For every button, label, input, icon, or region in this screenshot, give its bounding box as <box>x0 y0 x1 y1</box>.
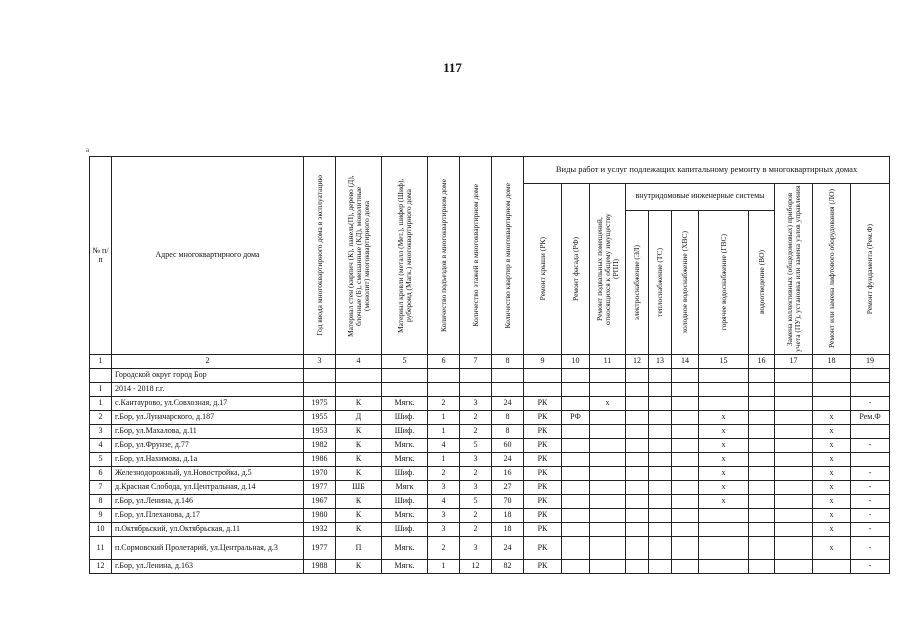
roof-cell: Мягк. <box>382 509 428 523</box>
facade-repair-cell <box>562 467 590 481</box>
entrances-cell: 4 <box>428 495 460 509</box>
year-cell: 1986 <box>304 453 336 467</box>
column-number: 5 <box>382 355 428 369</box>
cold-water-cell <box>672 425 699 439</box>
district-row <box>90 369 890 383</box>
electric-cell <box>626 453 649 467</box>
apartments-cell: 70 <box>492 495 524 509</box>
basement-repair-cell: х <box>590 397 626 411</box>
roof-repair-cell: РК <box>524 523 562 537</box>
header-address: Адрес многоквартирного дома <box>112 157 304 355</box>
roof-repair-cell: РК <box>524 411 562 425</box>
facade-repair-cell <box>562 495 590 509</box>
facade-repair-cell <box>562 537 590 560</box>
facade-repair-cell <box>562 523 590 537</box>
sewer-cell <box>749 453 775 467</box>
row-number: 5 <box>90 453 112 467</box>
address-cell: г.Бор, ул.Ленина, д.146 <box>112 495 304 509</box>
foundation-cell: - <box>851 509 890 523</box>
floors-cell: 2 <box>460 425 492 439</box>
cold-water-cell <box>672 481 699 495</box>
meters-cell <box>775 481 813 495</box>
electric-cell <box>626 425 649 439</box>
heating-cell <box>649 425 672 439</box>
cold-water-cell <box>672 453 699 467</box>
header-roof-material: Материал кровли (металл (Мет.), шифер (Шиф), рубероид (Магк.) многоквартирного дома <box>382 157 428 355</box>
basement-repair-cell <box>590 425 626 439</box>
hot-water-cell <box>699 397 749 411</box>
column-number: 18 <box>813 355 851 369</box>
wall-cell: К <box>336 495 382 509</box>
table-row <box>90 560 890 574</box>
roof-repair-cell: РК <box>524 560 562 574</box>
heating-cell <box>649 560 672 574</box>
meters-cell <box>775 467 813 481</box>
apartments-cell: 16 <box>492 467 524 481</box>
electric-cell <box>626 523 649 537</box>
column-number: 15 <box>699 355 749 369</box>
row-number: 7 <box>90 481 112 495</box>
wall-cell: К <box>336 467 382 481</box>
row-number: 10 <box>90 523 112 537</box>
elevator-cell: х <box>813 537 851 560</box>
entrances-cell: 2 <box>428 467 460 481</box>
electric-cell <box>626 411 649 425</box>
wall-cell: К <box>336 439 382 453</box>
floors-cell: 2 <box>460 411 492 425</box>
foundation-cell: - <box>851 397 890 411</box>
column-number: 19 <box>851 355 890 369</box>
floors-cell: 3 <box>460 537 492 560</box>
elevator-cell: х <box>813 439 851 453</box>
year-cell: 1975 <box>304 397 336 411</box>
header-floors: Количество этажей в многоквартирном доме <box>460 157 492 355</box>
hot-water-cell: х <box>699 411 749 425</box>
roof-cell: Мягк. <box>382 397 428 411</box>
apartments-cell: 60 <box>492 439 524 453</box>
table-body <box>90 355 890 574</box>
roof-cell: Шиф. <box>382 467 428 481</box>
entrances-cell: 1 <box>428 453 460 467</box>
hot-water-cell <box>699 537 749 560</box>
facade-repair-cell <box>562 397 590 411</box>
roof-repair-cell: РК <box>524 467 562 481</box>
facade-repair-cell <box>562 509 590 523</box>
floors-cell: 5 <box>460 495 492 509</box>
table-row <box>90 453 890 467</box>
foundation-cell: - <box>851 495 890 509</box>
year-cell: 1977 <box>304 481 336 495</box>
sewer-cell <box>749 481 775 495</box>
elevator-cell <box>813 397 851 411</box>
year-cell: 1967 <box>304 495 336 509</box>
year-cell: 1955 <box>304 411 336 425</box>
table-row <box>90 495 890 509</box>
entrances-cell: 1 <box>428 425 460 439</box>
column-number: 13 <box>649 355 672 369</box>
elevator-cell: х <box>813 509 851 523</box>
roof-cell: Шиф. <box>382 425 428 439</box>
year-cell: 1953 <box>304 425 336 439</box>
roof-repair-cell: РК <box>524 481 562 495</box>
sewer-cell <box>749 397 775 411</box>
cold-water-cell <box>672 467 699 481</box>
facade-repair-cell <box>562 439 590 453</box>
sewer-cell <box>749 537 775 560</box>
hot-water-cell: х <box>699 467 749 481</box>
wall-cell: К <box>336 560 382 574</box>
header-basement-repair: Ремонт подвальных помещений, относящихся к общему имуществу (РПП) <box>590 184 626 355</box>
sewer-cell <box>749 425 775 439</box>
header-facade-repair: Ремонт фасада (РФ) <box>562 184 590 355</box>
floors-cell: 3 <box>460 453 492 467</box>
floors-cell: 3 <box>460 397 492 411</box>
header-year: Год ввода многоквартирного дома в эксплуатацию <box>304 157 336 355</box>
table-row <box>90 425 890 439</box>
basement-repair-cell <box>590 537 626 560</box>
address-cell: г.Бор, ул.Луначарского, д.187 <box>112 411 304 425</box>
heating-cell <box>649 509 672 523</box>
elevator-cell: х <box>813 453 851 467</box>
roof-cell: Мягк <box>382 481 428 495</box>
column-number: 11 <box>590 355 626 369</box>
row-number: 2 <box>90 411 112 425</box>
entrances-cell: 4 <box>428 439 460 453</box>
repair-table <box>89 156 890 574</box>
heating-cell <box>649 495 672 509</box>
electric-cell <box>626 481 649 495</box>
column-number: 6 <box>428 355 460 369</box>
electric-cell <box>626 467 649 481</box>
hot-water-cell: х <box>699 453 749 467</box>
basement-repair-cell <box>590 439 626 453</box>
elevator-cell: х <box>813 425 851 439</box>
cold-water-cell <box>672 397 699 411</box>
column-number: 17 <box>775 355 813 369</box>
table-row <box>90 467 890 481</box>
elevator-cell: х <box>813 411 851 425</box>
basement-repair-cell <box>590 481 626 495</box>
entrances-cell: 3 <box>428 481 460 495</box>
year-cell: 1982 <box>304 439 336 453</box>
meters-cell <box>775 495 813 509</box>
meters-cell <box>775 560 813 574</box>
header-electric: электроснабжение (ЭЛ) <box>626 210 649 354</box>
foundation-cell: - <box>851 467 890 481</box>
row-number: 11 <box>90 537 112 560</box>
entrances-cell: 1 <box>428 411 460 425</box>
table-row <box>90 397 890 411</box>
row-number: 4 <box>90 439 112 453</box>
page-number: 117 <box>443 60 462 75</box>
electric-cell <box>626 509 649 523</box>
cold-water-cell <box>672 411 699 425</box>
basement-repair-cell <box>590 523 626 537</box>
foundation-cell: - <box>851 439 890 453</box>
basement-repair-cell <box>590 560 626 574</box>
hot-water-cell <box>699 523 749 537</box>
table-row <box>90 523 890 537</box>
roof-cell: Шиф. <box>382 495 428 509</box>
cold-water-cell <box>672 523 699 537</box>
apartments-cell: 18 <box>492 509 524 523</box>
header-wall-material: Материал стен (кирпич (К), панель(П), дерево (Д), блочные (Б), смешанные (КД), монолитные (монолит) многоквартирного дома <box>336 157 382 355</box>
hot-water-cell: х <box>699 439 749 453</box>
table-row <box>90 509 890 523</box>
period-label: 2014 - 2018 г.г. <box>112 383 304 397</box>
header-works-group: Виды работ и услуг подлежащих капитальному ремонту в многоквартирных домах <box>524 157 890 184</box>
heating-cell <box>649 537 672 560</box>
floors-cell: 2 <box>460 467 492 481</box>
column-number: 10 <box>562 355 590 369</box>
roof-repair-cell: РК <box>524 509 562 523</box>
foundation-cell <box>851 425 890 439</box>
heating-cell <box>649 481 672 495</box>
roof-repair-cell: РК <box>524 537 562 560</box>
entrances-cell: 2 <box>428 397 460 411</box>
basement-repair-cell <box>590 411 626 425</box>
meters-cell <box>775 453 813 467</box>
year-cell: 1988 <box>304 560 336 574</box>
elevator-cell: х <box>813 467 851 481</box>
year-cell: 1977 <box>304 537 336 560</box>
header-hot-water: горячее водоснабжение (ГВС) <box>699 210 749 354</box>
address-cell: г.Бор, ул.Фрунзе, д.77 <box>112 439 304 453</box>
elevator-cell: х <box>813 523 851 537</box>
cold-water-cell <box>672 537 699 560</box>
floors-cell: 2 <box>460 509 492 523</box>
column-number: 12 <box>626 355 649 369</box>
meters-cell <box>775 523 813 537</box>
heating-cell <box>649 411 672 425</box>
floors-cell: 12 <box>460 560 492 574</box>
header-internal-systems: внутридомовые инженерные системы <box>626 184 775 211</box>
header-apartments: Количество квартир в многоквартирном доме <box>492 157 524 355</box>
column-number-row <box>90 355 890 369</box>
header-cold-water: холодное водоснабжение (ХВС) <box>672 210 699 354</box>
basement-repair-cell <box>590 509 626 523</box>
foundation-cell: - <box>851 537 890 560</box>
row-number: 12 <box>90 560 112 574</box>
wall-cell: К <box>336 425 382 439</box>
column-number: 3 <box>304 355 336 369</box>
column-number: 14 <box>672 355 699 369</box>
sewer-cell <box>749 411 775 425</box>
cold-water-cell <box>672 495 699 509</box>
sewer-cell <box>749 509 775 523</box>
apartments-cell: 18 <box>492 523 524 537</box>
address-cell: г.Бор, ул.Плеханова, д.17 <box>112 509 304 523</box>
year-cell: 1980 <box>304 509 336 523</box>
entrances-cell: 1 <box>428 560 460 574</box>
wall-cell: К <box>336 509 382 523</box>
roof-repair-cell: РК <box>524 453 562 467</box>
table-row <box>90 439 890 453</box>
apartments-cell: 27 <box>492 481 524 495</box>
row-number: 6 <box>90 467 112 481</box>
header-sewer: водоотведение (ВО) <box>749 210 775 354</box>
meters-cell <box>775 397 813 411</box>
hot-water-cell <box>699 509 749 523</box>
column-number: 8 <box>492 355 524 369</box>
electric-cell <box>626 397 649 411</box>
sewer-cell <box>749 523 775 537</box>
meters-cell <box>775 537 813 560</box>
foundation-cell <box>851 453 890 467</box>
hot-water-cell: х <box>699 425 749 439</box>
year-cell: 1932 <box>304 523 336 537</box>
sewer-cell <box>749 467 775 481</box>
period-number: I <box>90 383 112 397</box>
elevator-cell: х <box>813 495 851 509</box>
foundation-cell: - <box>851 523 890 537</box>
roof-repair-cell: РК <box>524 397 562 411</box>
row-number: 1 <box>90 397 112 411</box>
entrances-cell: 2 <box>428 537 460 560</box>
roof-cell: Шиф. <box>382 523 428 537</box>
cold-water-cell <box>672 439 699 453</box>
address-cell: д.Красная Слобода, ул.Центральная, д.14 <box>112 481 304 495</box>
roof-cell: Мягк. <box>382 560 428 574</box>
header-foundation: Ремонт фундамента (Рем.Ф) <box>851 184 890 355</box>
year-cell: 1970 <box>304 467 336 481</box>
address-cell: г.Бор, ул.Ленина, д.163 <box>112 560 304 574</box>
address-cell: Железнодорожный, ул.Новостройка, д.5 <box>112 467 304 481</box>
electric-cell <box>626 537 649 560</box>
table-row <box>90 537 890 560</box>
header-heating: теплоснабжение (ТС) <box>649 210 672 354</box>
column-number: 16 <box>749 355 775 369</box>
electric-cell <box>626 495 649 509</box>
apartments-cell: 8 <box>492 425 524 439</box>
apartments-cell: 24 <box>492 397 524 411</box>
elevator-cell <box>813 560 851 574</box>
basement-repair-cell <box>590 495 626 509</box>
address-cell: п.Сормовский Пролетарий, ул.Центральная, д.3 <box>112 537 304 560</box>
hot-water-cell <box>699 560 749 574</box>
wall-cell: К <box>336 523 382 537</box>
row-number: 9 <box>90 509 112 523</box>
heating-cell <box>649 397 672 411</box>
foundation-cell: Рем.Ф <box>851 411 890 425</box>
header-elevator: Ремонт или замена лифтового оборудования (ЛО) <box>813 184 851 355</box>
column-number: 7 <box>460 355 492 369</box>
column-number: 9 <box>524 355 562 369</box>
address-cell: п.Октябрьский, ул.Октябрьская, д.11 <box>112 523 304 537</box>
header-entrances: Количество подъездов в многоквартирном доме <box>428 157 460 355</box>
roof-cell: Мягк. <box>382 537 428 560</box>
roof-repair-cell: РК <box>524 495 562 509</box>
corner-mark: a <box>86 146 90 154</box>
entrances-cell: 3 <box>428 509 460 523</box>
facade-repair-cell <box>562 560 590 574</box>
apartments-cell: 8 <box>492 411 524 425</box>
row-number: 8 <box>90 495 112 509</box>
basement-repair-cell <box>590 467 626 481</box>
heating-cell <box>649 453 672 467</box>
roof-cell: Мягк. <box>382 439 428 453</box>
entrances-cell: 3 <box>428 523 460 537</box>
meters-cell <box>775 509 813 523</box>
floors-cell: 5 <box>460 439 492 453</box>
foundation-cell: - <box>851 560 890 574</box>
facade-repair-cell <box>562 453 590 467</box>
table-row <box>90 481 890 495</box>
cold-water-cell <box>672 509 699 523</box>
sewer-cell <box>749 495 775 509</box>
meters-cell <box>775 411 813 425</box>
header-num: № п/п <box>90 157 112 355</box>
address-cell: с.Кантаурово, ул.Совхозная, д.17 <box>112 397 304 411</box>
electric-cell <box>626 560 649 574</box>
wall-cell: К <box>336 397 382 411</box>
cold-water-cell <box>672 560 699 574</box>
wall-cell: П <box>336 537 382 560</box>
header-meters: Замена коллективных (общедомовых) приборов учета (ПУ), установка или замена узлов управления <box>775 184 813 355</box>
foundation-cell: - <box>851 481 890 495</box>
heating-cell <box>649 523 672 537</box>
apartments-cell: 24 <box>492 537 524 560</box>
meters-cell <box>775 439 813 453</box>
table-row <box>90 411 890 425</box>
sewer-cell <box>749 560 775 574</box>
electric-cell <box>626 439 649 453</box>
facade-repair-cell <box>562 481 590 495</box>
basement-repair-cell <box>590 453 626 467</box>
facade-repair-cell <box>562 425 590 439</box>
address-cell: г.Бор, ул.Махалова, д.11 <box>112 425 304 439</box>
heating-cell <box>649 467 672 481</box>
wall-cell: К <box>336 453 382 467</box>
wall-cell: ШБ <box>336 481 382 495</box>
address-cell: г.Бор, ул.Нахимова, д.1а <box>112 453 304 467</box>
heating-cell <box>649 439 672 453</box>
facade-repair-cell: РФ <box>562 411 590 425</box>
roof-repair-cell: РК <box>524 439 562 453</box>
roof-repair-cell: РК <box>524 425 562 439</box>
district-label: Городской округ город Бор <box>112 369 304 383</box>
floors-cell: 2 <box>460 523 492 537</box>
hot-water-cell: х <box>699 481 749 495</box>
column-number: 4 <box>336 355 382 369</box>
apartments-cell: 82 <box>492 560 524 574</box>
meters-cell <box>775 425 813 439</box>
roof-cell: Шиф. <box>382 411 428 425</box>
wall-cell: Д <box>336 411 382 425</box>
column-number: 1 <box>90 355 112 369</box>
hot-water-cell: х <box>699 495 749 509</box>
sewer-cell <box>749 439 775 453</box>
elevator-cell: х <box>813 481 851 495</box>
floors-cell: 3 <box>460 481 492 495</box>
header-roof-repair: Ремонт крыши (РК) <box>524 184 562 355</box>
period-row <box>90 383 890 397</box>
apartments-cell: 24 <box>492 453 524 467</box>
row-number: 3 <box>90 425 112 439</box>
roof-cell: Мягк. <box>382 453 428 467</box>
column-number: 2 <box>112 355 304 369</box>
